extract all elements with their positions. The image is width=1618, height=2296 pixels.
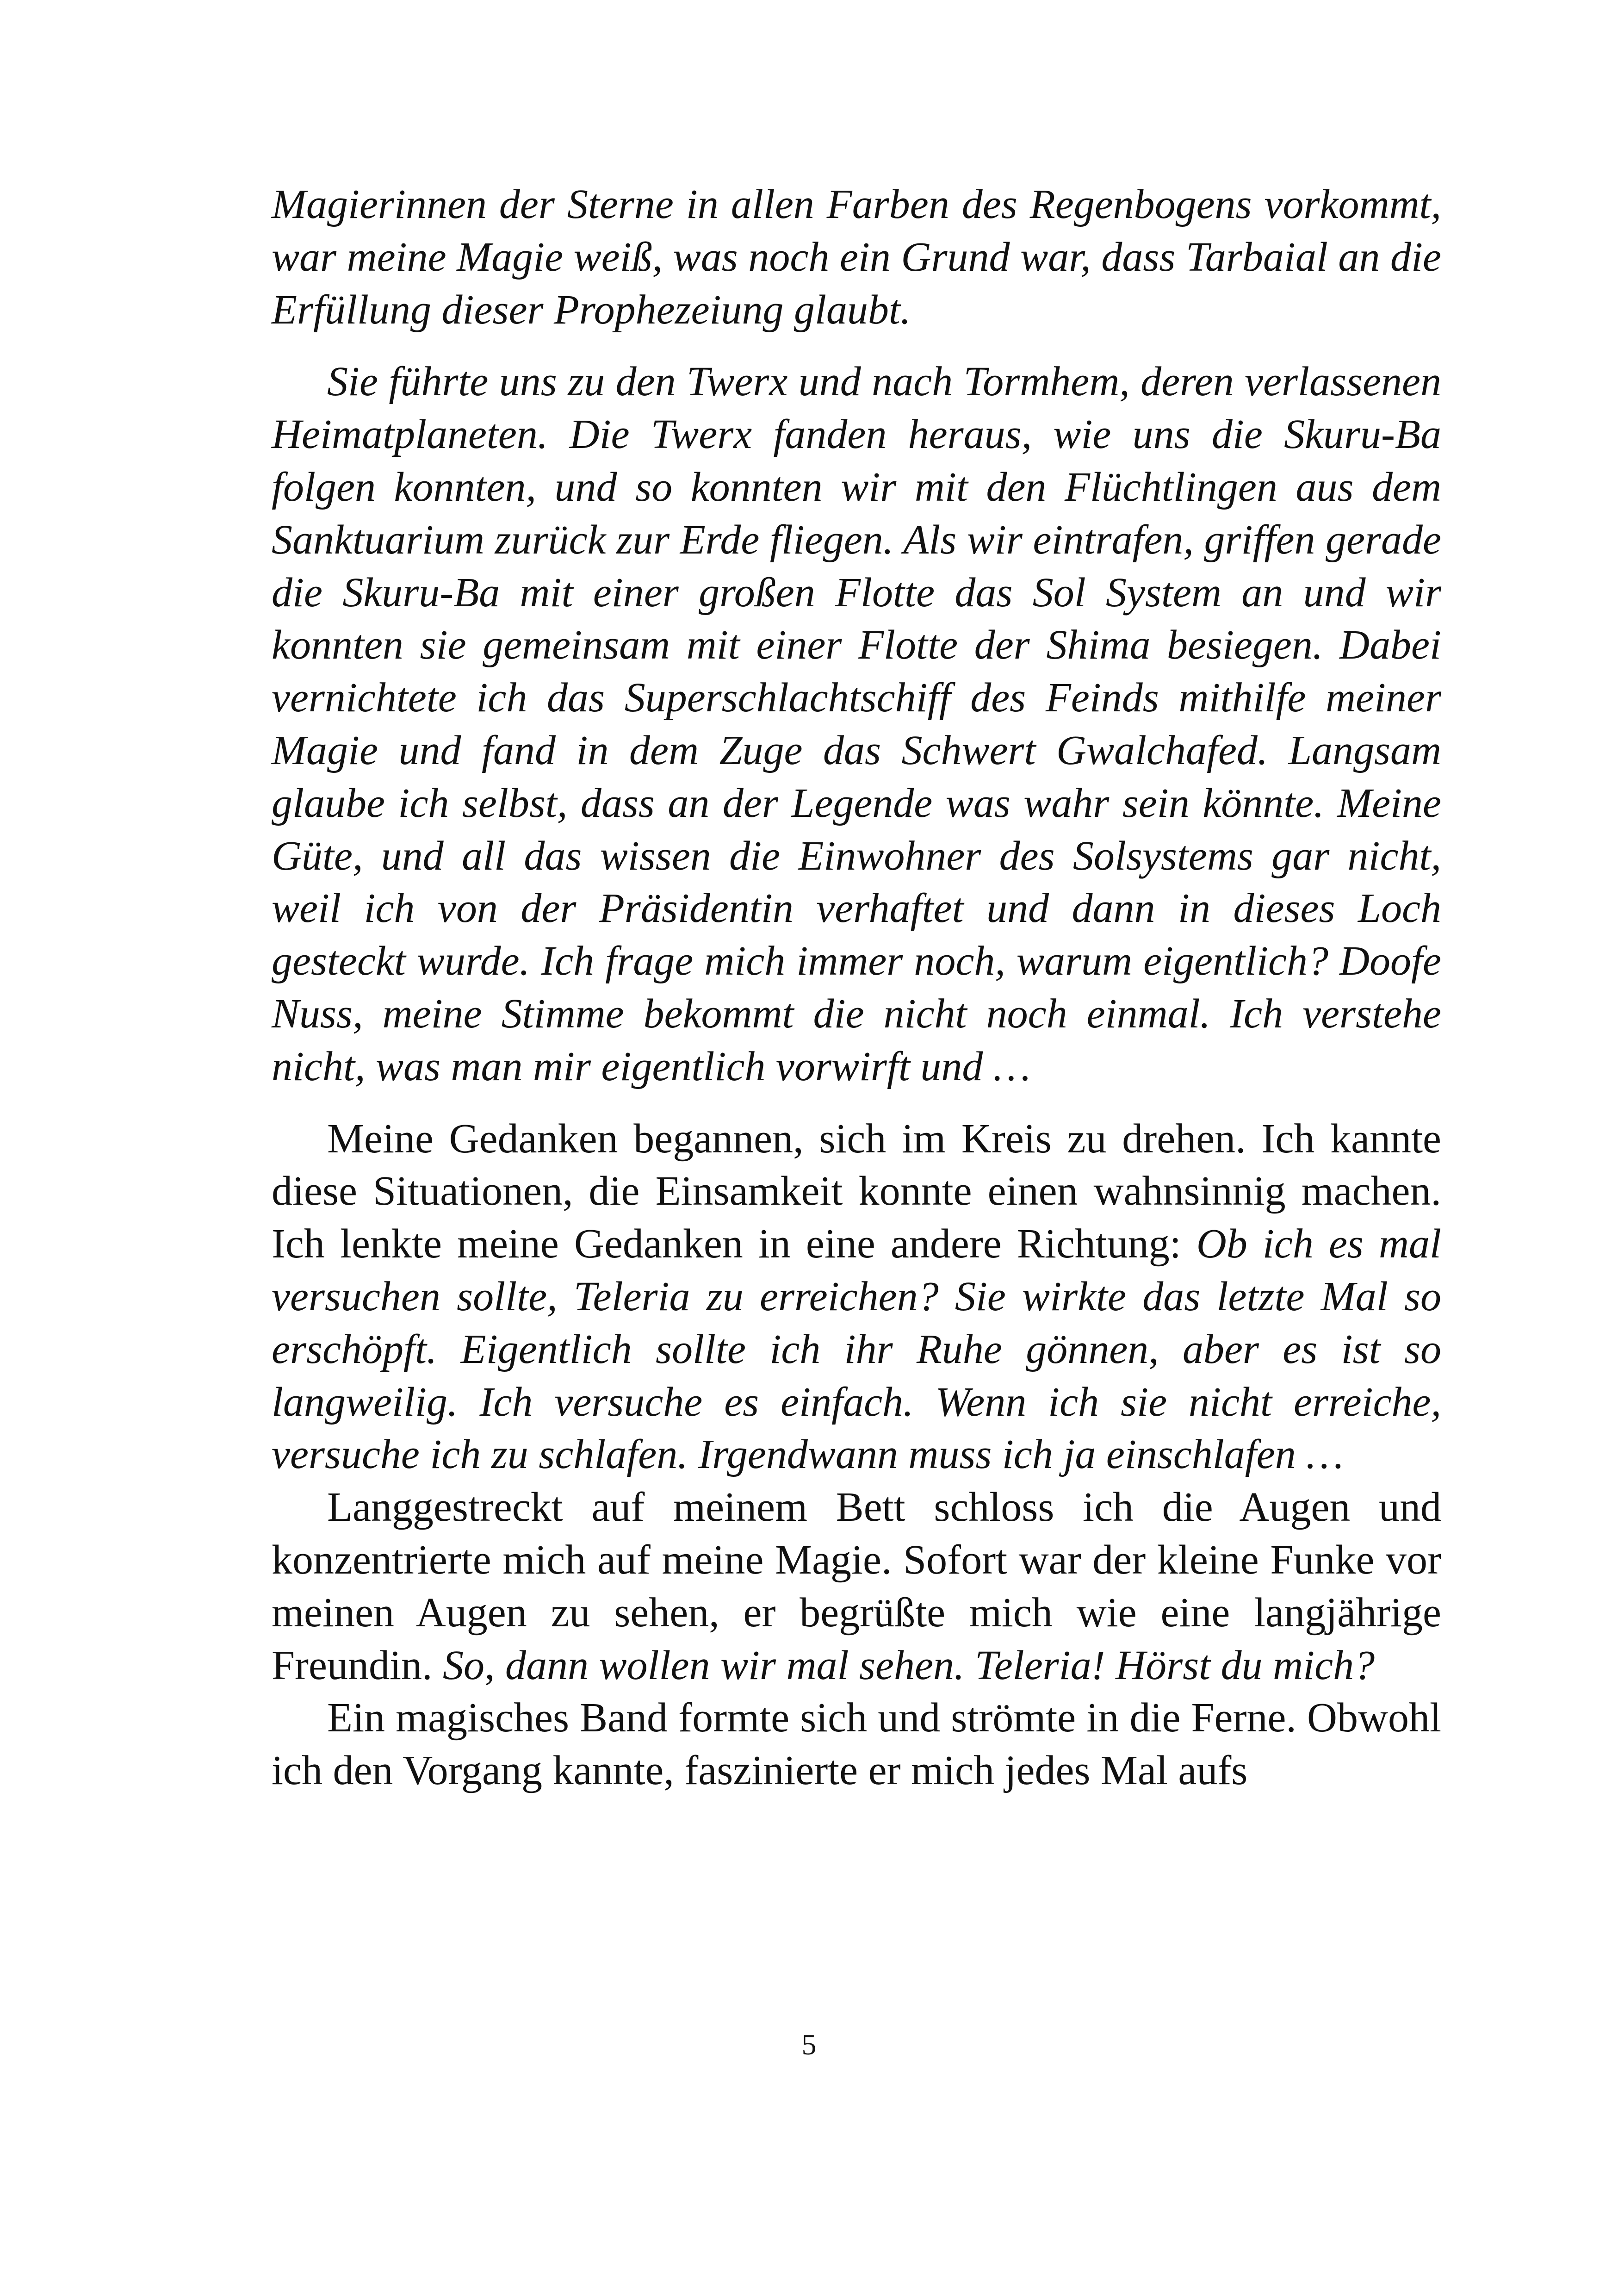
paragraph-1: Magierinnen der Sterne in allen Farben des Regenbogens vorkommt, war meine Magie weiß, was noch ein Grund war, dass Tarbaial an die Erfüllung dieser Prophezeiung glaubt. xyxy=(272,181,1441,333)
paragraph-3-narration: Meine Gedanken begannen, sich im Kreis zu drehen. Ich kannte diese Situationen, die Einsamkeit konnte einen wahnsinnig machen. Ich lenkte meine Gedanken in eine andere Richtung: xyxy=(272,1115,1441,1267)
paragraph-4-narration: Langgestreckt auf meinem Bett schloss ich die Augen und konzentrierte mich auf meine Magie. Sofort war der kleine Funke vor meinen Augen zu sehen, er begrüßte mich wie eine langjährige Freundin. xyxy=(272,1484,1441,1688)
paragraph-3-thought: Ob ich es mal versuchen sollte, Teleria zu erreichen? Sie wirkte das letzte Mal so erschöpft. Eigentlich sollte ich ihr Ruhe gönnen, aber es ist so langweilig. Ich versuche es einfach. Wenn ich sie nicht erreiche, versuche ich zu schlafen. Irgendwann muss ich ja einschlafen … xyxy=(272,1221,1441,1478)
body-text xyxy=(272,178,1441,1797)
paragraph-2: Sie führte uns zu den Twerx und nach Tormhem, deren verlassenen Heimatplaneten. Die Twerx fanden heraus, wie uns die Skuru-Ba folgen konnten, und so konnten wir mit den Flüchtlingen aus dem Sanktuarium zurück zur Erde fliegen. Als wir eintrafen, griffen gerade die Skuru-Ba mit einer großen Flotte das Sol System an und wir konnten sie gemeinsam mit einer Flotte der Shima besiegen. Dabei vernichtete ich das Superschlachtschiff des Feinds mithilfe meiner Magie und fand in dem Zuge das Schwert Gwalchafed. Langsam glaube ich selbst, dass an der Legende was wahr sein könnte. Meine Güte, und all das wissen die Einwohner des Solsystems gar nicht, weil ich von der Präsidentin verhaftet und dann in dieses Loch gesteckt wurde. Ich frage mich immer noch, warum eigentlich? Doofe Nuss, meine Stimme bekommt die nicht noch einmal. Ich verstehe nicht, was man mir eigentlich vorwirft und … xyxy=(272,359,1441,1089)
page-number: 5 xyxy=(801,2028,817,2061)
paragraph-4 xyxy=(272,1481,1441,1692)
paragraph-3 xyxy=(272,1113,1441,1481)
paragraph-4-thought: So, dann wollen wir mal sehen. Teleria! Hörst du mich? xyxy=(442,1642,1375,1688)
paragraph-5: Ein magisches Band formte sich und strömte in die Ferne. Obwohl ich den Vorgang kannte, faszinierte er mich jedes Mal aufs xyxy=(272,1695,1441,1794)
